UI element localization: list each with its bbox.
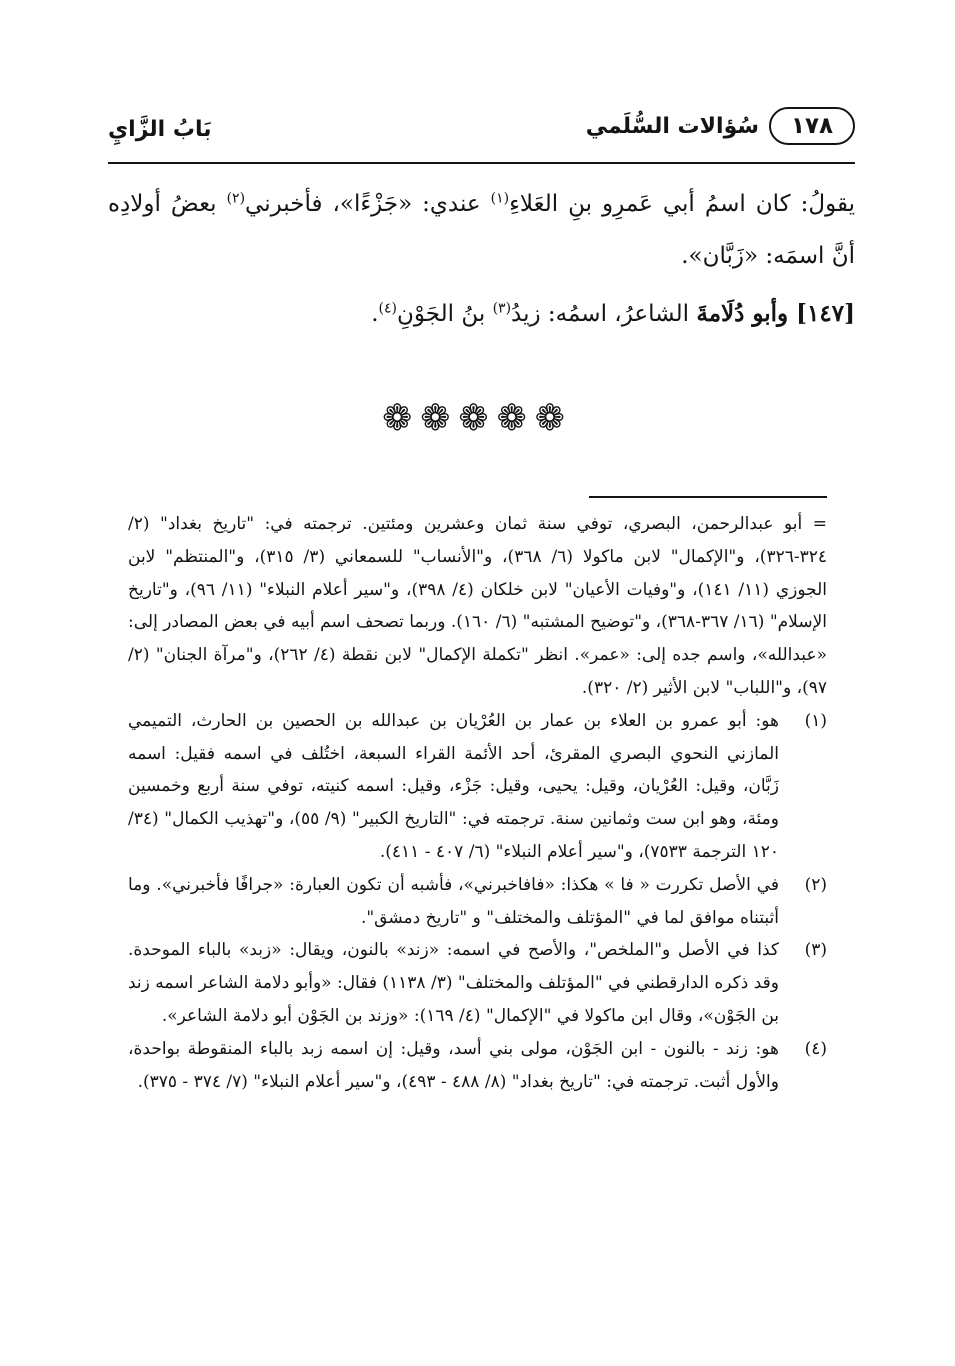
footnote-number: (١) xyxy=(804,710,827,731)
entry-text-part: . xyxy=(371,301,379,327)
header-rule xyxy=(108,162,855,164)
footnote-ref[interactable]: (٢) xyxy=(226,190,246,207)
book-title: سُؤالات السُّلَمي xyxy=(585,113,759,139)
footnote-text: هو: زند - بالنون - ابن الجَوْن، مولى بني أسد، وقيل: إن اسمه زبد بالباء المنقوطة بواحدة، والأول أثبت. ترجمته في: "تاريخ بغداد" (٨/ ٤٨٨ - ٤٩٣)، و"سير أعلام النبلاء" (٧/ ٣٧٤ - ٣٧٥). xyxy=(128,1038,779,1092)
footnote-1 xyxy=(128,705,827,869)
footnote-ref[interactable]: (٣) xyxy=(492,300,512,317)
page-number-badge: ١٧٨ xyxy=(769,107,855,145)
section-title: بَابُ الزَّايِ xyxy=(108,117,212,142)
ornament-divider: ❁❁❁❁❁ xyxy=(382,398,573,439)
footnote-continuation: = أبو عبدالرحمن، البصري، توفي سنة ثمان وعشرين ومئتين. ترجمته في: "تاريخ بغداد" (٢/ ٣٢٤-٣٢٦)، و"الإكمال" لابن ماكولا (٦/ ٣٦٨)، و"الأنساب" للسمعاني (٣/ ٣١٥)، و"المنتظم" لابن الجوزي (١١/ ١٤١)، و"وفيات الأعيان" لابن خلكان (٤/ ٣٩٨)، و"سير أعلام النبلاء" (١١/ ٩٦)، و"تاريخ الإسلام" (١٦/ ٣٦٧-٣٦٨)، و"توضيح المشتبه" (٦/ ١٦٠). وربما تصحف اسم أبيه في بعض المصادر إلى: «عبدالله»، واسم جده إلى: «عمر». انظر "تكملة الإكمال" لابن نقطة (٤/ ٢٦٢)، و"مرآة الجنان" (٢/ ٩٧)، و"اللباب" لابن الأثير (٢/ ٣٢٠). xyxy=(128,514,827,698)
footnote-3 xyxy=(128,934,827,1032)
running-header xyxy=(108,107,855,157)
main-text xyxy=(108,178,855,340)
footnote-text: كذا في الأصل و"الملخص"، والأصح في اسمه: «زند» بالنون، ويقال: «زبد» بالباء الموحدة. وقد ذكره الدارقطني في "المؤتلف والمختلف" (٣/ ١١٣٨) فقال: «وأبو دلامة الشاعر اسمه زند بن الجَوْن»، وقال ابن ماكولا في "الإكمال" (٤/ ١٦٩): «وزند بن الجَوْن أبو دلامة الشاعر». xyxy=(128,940,779,1026)
footnotes xyxy=(128,508,827,1098)
footnote-text: في الأصل تكررت « فا » هكذا: «فافاخبرني»، فأشبه أن تكون العبارة: «جرافًا فأخبرني». وما أثبتناه موافق لما في "المؤتلف والمختلف" و "تاريخ دمشق". xyxy=(128,874,779,928)
main-text-part: عندي: «جَزْءًا»، فأخبرني xyxy=(245,191,491,217)
main-text-part: يقولُ: كان اسمُ أبي عَمرِو بنِ العَلاءِ xyxy=(509,191,855,217)
entry-lead: [١٤٧] وأبو دُلَامةَ xyxy=(696,300,855,327)
entry-147 xyxy=(108,288,855,340)
footnote-number: (٤) xyxy=(804,1038,827,1059)
entry-text-part: بنُ الجَوْنِ xyxy=(397,301,493,327)
header-right-group xyxy=(586,107,855,145)
footnote-number: (٢) xyxy=(804,874,827,895)
main-paragraph xyxy=(108,178,855,282)
main-text-part: بعضُ أولادِه أنَّ اسمَه: «زَبَّان». xyxy=(108,191,855,269)
footnote-rule xyxy=(589,496,827,498)
footnote-4 xyxy=(128,1033,827,1099)
footnote-2 xyxy=(128,869,827,935)
footnote-ref[interactable]: (٤) xyxy=(378,300,397,317)
footnote-text: هو: أبو عمرو بن العلاء بن عمار بن العُرْيان بن عبدالله بن الحصين بن الحارث، التميمي المازني النحوي البصري المقرئ، أحد الأئمة القراء السبعة، اختُلف في اسمه فقيل: اسمه زَبَّان، وقيل: العُرْيان، وقيل: يحيى، وقيل: جَزْء، وقيل: اسمه كنيته، توفي سنة أربع وخمسين ومئة، وهو ابن ست وثمانين سنة. ترجمته في: "التاريخ الكبير" (٩/ ٥٥)، و"تهذيب الكمال" (٣٤/ ١٢٠ الترجمة ٧٥٣٣)، و"سير أعلام النبلاء" (٦/ ٤٠٧ - ٤١١). xyxy=(128,710,780,862)
footnote-number: (٣) xyxy=(804,940,827,961)
footnote-ref[interactable]: (١) xyxy=(490,190,510,207)
entry-text-part: الشاعرُ، اسمُه: زيدُ xyxy=(511,301,697,327)
